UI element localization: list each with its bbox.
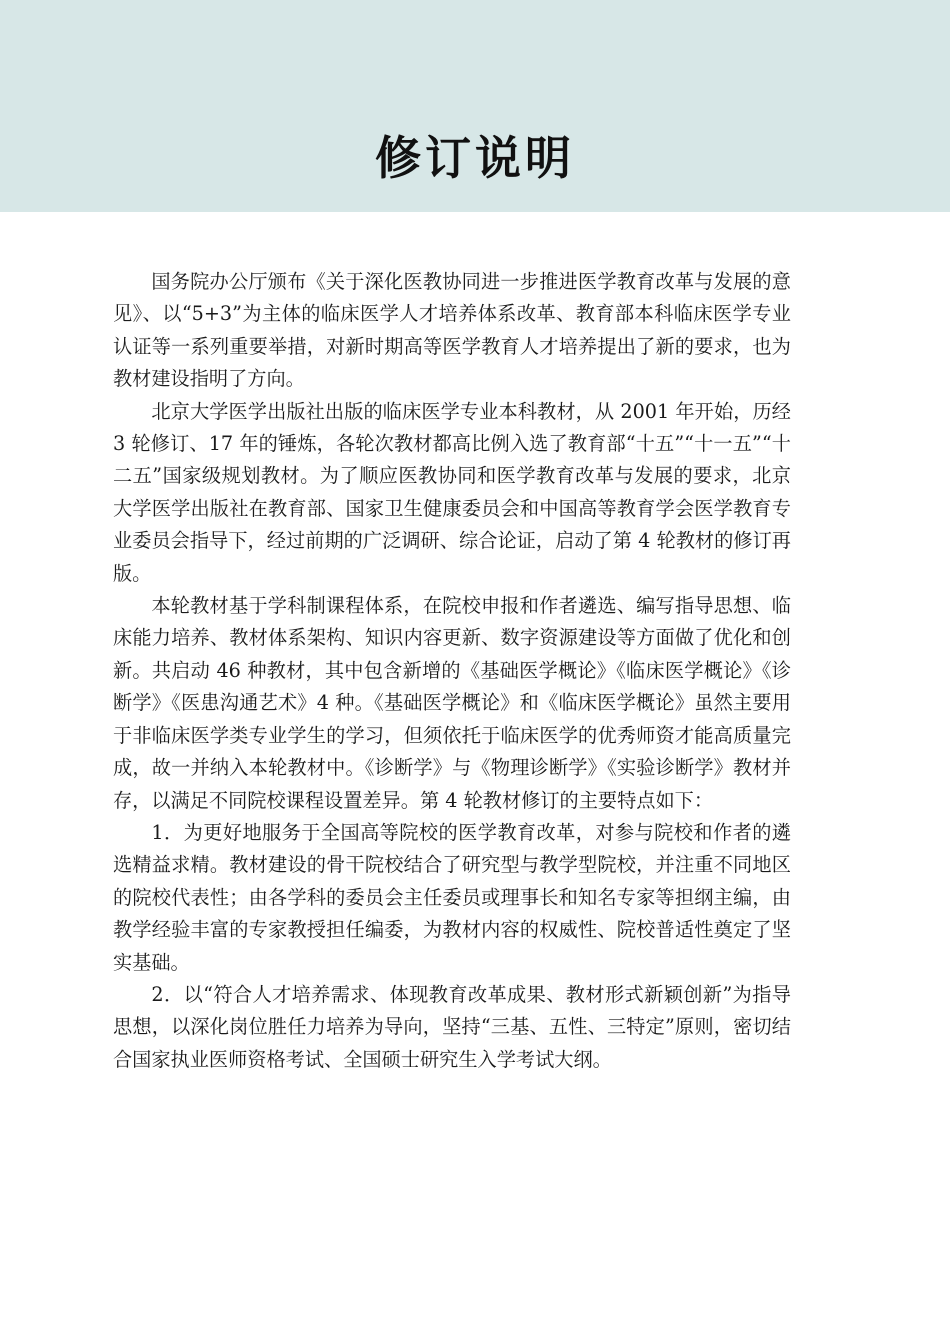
paragraph-2: 北京大学医学出版社出版的临床医学专业本科教材，从 2001 年开始，历经 3 轮修订、17 年的锤炼，各轮次教材都高比例入选了教育部“十五”“十一五”“十二五”国家级规划教材。为了顺应医教协同和医学教育改革与发展的要求，北京大学医学出版社在教育部、国家卫生健康委员会和中国高等教育学会医学教育专业委员会指导下，经过前期的广泛调研、综合论证，启动了第 4 轮教材的修订再版。 [113, 399, 791, 585]
page-title: 修订说明 [375, 131, 575, 185]
paragraph-1: 国务院办公厅颁布《关于深化医教协同进一步推进医学教育改革与发展的意见》、以“5+3”为主体的临床医学人才培养体系改革、教育部本科临床医学专业认证等一系列重要举措，对新时期高等医学教育人才培养提出了新的要求，也为教材建设指明了方向。 [113, 270, 791, 391]
paragraph-5: 2．以“符合人才培养需求、体现教育改革成果、教材形式新颖创新”为指导思想，以深化岗位胜任力培养为导向，坚持“三基、五性、三特定”原则，密切结合国家执业医师资格考试、全国硕士研究生入学考试大纲。 [113, 982, 791, 1071]
paragraph-4: 1．为更好地服务于全国高等院校的医学教育改革，对参与院校和作者的遴选精益求精。教材建设的骨干院校结合了研究型与教学型院校，并注重不同地区的院校代表性；由各学科的委员会主任委员或理事长和知名专家等担纲主编，由教学经验丰富的专家教授担任编委，为教材内容的权威性、院校普适性奠定了坚实基础。 [113, 820, 791, 974]
body-text [113, 266, 791, 1076]
paragraph-3: 本轮教材基于学科制课程体系，在院校申报和作者遴选、编写指导思想、临床能力培养、教材体系架构、知识内容更新、数字资源建设等方面做了优化和创新。共启动 46 种教材，其中包含新增的《基础医学概论》《临床医学概论》《诊断学》《医患沟通艺术》4 种。《基础医学概论》和《临床医学概论》虽然主要用于非临床医学类专业学生的学习，但须依托于临床医学的优秀师资才能高质量完成，故一并纳入本轮教材中。《诊断学》与《物理诊断学》《实验诊断学》教材并存，以满足不同院校课程设置差异。第 4 轮教材修订的主要特点如下： [113, 594, 791, 812]
